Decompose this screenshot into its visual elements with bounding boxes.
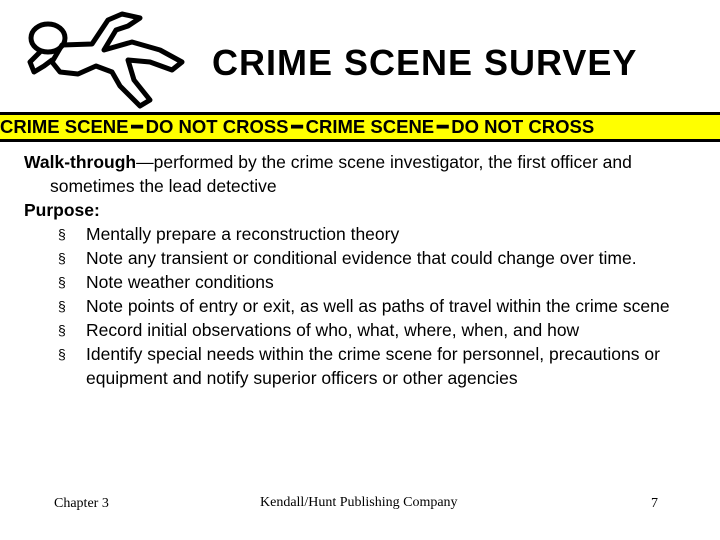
purpose-label: Purpose:: [24, 200, 100, 220]
purpose-list: [24, 222, 704, 390]
bullet-icon: §: [58, 274, 66, 290]
bullet-icon: §: [58, 250, 66, 266]
footer-page-number: 7: [651, 496, 658, 511]
footer-publisher: Kendall/Hunt Publishing Company: [260, 495, 458, 510]
list-item: § Mentally prepare a reconstruction theory: [58, 224, 400, 244]
tape-text: CRIME SCENE: [305, 116, 435, 137]
intro-text: —performed by the crime scene investigator, the first officer and sometimes the lead detective: [50, 152, 632, 196]
intro-paragraph: [24, 150, 704, 198]
chalk-outline-icon: [0, 0, 200, 110]
list-item: § Note points of entry or exit, as well as paths of travel within the crime scene: [58, 296, 670, 316]
bullet-icon: §: [58, 346, 66, 362]
tape-dash: ━: [291, 116, 303, 137]
tape-dash: ━: [437, 116, 449, 137]
bullet-icon: §: [58, 226, 66, 242]
list-item: § Note any transient or conditional evidence that could change over time.: [58, 248, 637, 268]
intro-term: Walk-through: [24, 152, 137, 172]
page-title: CRIME SCENE SURVEY: [212, 42, 638, 83]
list-item: § Identify special needs within the crime scene for personnel, precautions or equipment and notify superior officers or other agencies: [58, 344, 660, 388]
list-item: § Note weather conditions: [58, 272, 274, 292]
footer-chapter: Chapter 3: [54, 496, 109, 511]
bullet-icon: §: [58, 298, 66, 314]
crime-scene-tape: [0, 112, 720, 142]
slide-body: [24, 150, 704, 390]
tape-dash: ━: [131, 116, 143, 137]
tape-text: CRIME SCENE: [0, 116, 129, 137]
bullet-icon: §: [58, 322, 66, 338]
list-item: § Record initial observations of who, what, where, when, and how: [58, 320, 580, 340]
tape-text: DO NOT CROSS: [451, 116, 595, 137]
tape-text: DO NOT CROSS: [145, 116, 289, 137]
